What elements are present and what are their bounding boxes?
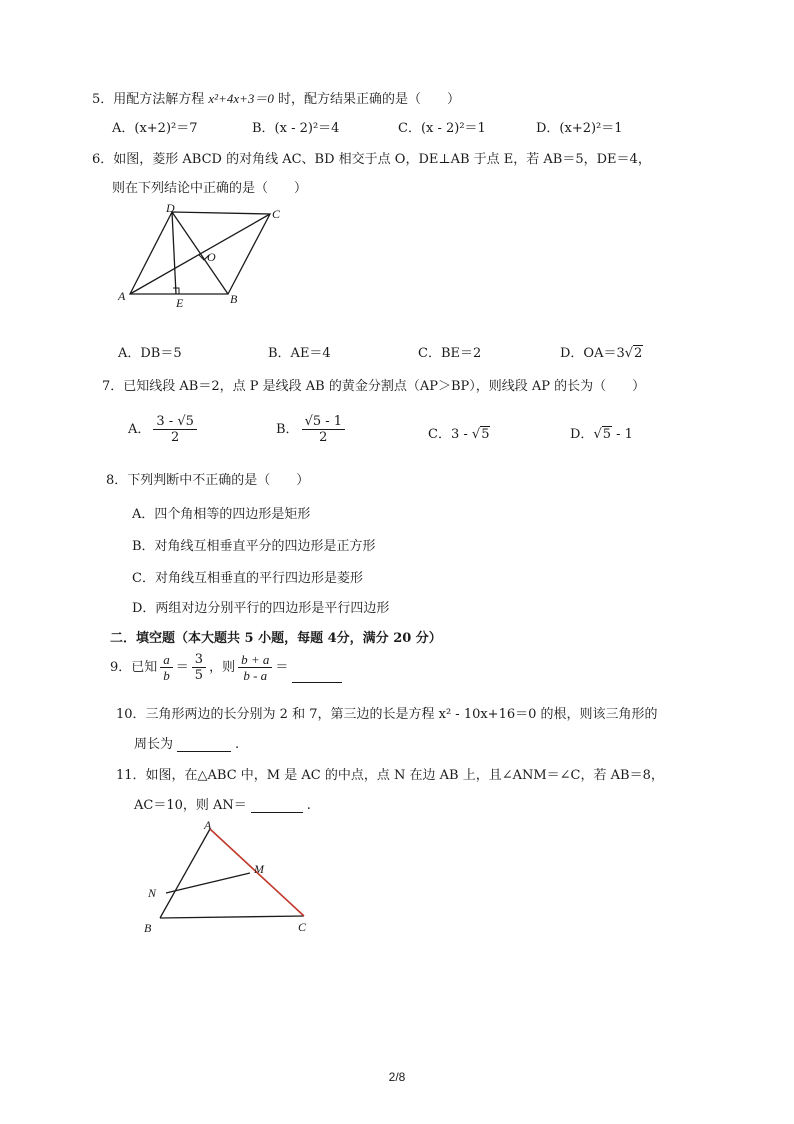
q9-stem: 9．已知 $\frac{a}{b}$ ＝ $\frac{3}{5}$ ，则 $\frac{b + a}{b - a}$ ＝ bbox=[110, 652, 342, 683]
q5-option-c: C．(x - 2)²＝1 bbox=[398, 121, 486, 136]
q5-stem: 5．用配方法解方程 x²+4x+3＝0 时，配方结果正确的是（ ） bbox=[92, 91, 461, 107]
q6-option-c: C．BE＝2 bbox=[418, 346, 482, 361]
q10-stem-line2: 周长为 . bbox=[134, 737, 240, 752]
q8-option-c: C．对角线互相垂直的平行四边形是菱形 bbox=[132, 571, 363, 586]
q7-option-d: D．√5 - 1 bbox=[570, 427, 633, 442]
q6-stem-line2: 则在下列结论中正确的是（ ） bbox=[112, 181, 308, 196]
q11-answer-blank bbox=[251, 800, 303, 813]
label-c: C bbox=[298, 920, 307, 934]
q8-option-d: D．两组对边分别平行的四边形是平行四边形 bbox=[132, 601, 390, 616]
triangle-figure bbox=[138, 815, 328, 940]
altitude-de bbox=[172, 212, 176, 294]
label-o: O bbox=[207, 250, 216, 264]
side-ab bbox=[160, 829, 210, 918]
label-c: C bbox=[272, 207, 281, 221]
q11-stem-line1: 11．如图，在△ABC 中，M 是 AC 的中点，点 N 在边 AB 上，且∠ANM＝∠C，若 AB＝8， bbox=[116, 768, 664, 783]
q7-option-a: A． $\frac{3 - √5}{2}$ bbox=[128, 414, 200, 445]
q6-stem-line1: 6．如图，菱形 ABCD 的对角线 AC、BD 相交于点 O，DE⊥AB 于点 E，若 AB＝5，DE＝4， bbox=[92, 152, 651, 167]
q5-option-b: B．(x - 2)²＝4 bbox=[252, 121, 340, 136]
label-d: D bbox=[166, 201, 175, 215]
segment-nm bbox=[166, 873, 250, 893]
q7-stem: 7．已知线段 AB＝2，点 P 是线段 AB 的黄金分割点（AP＞BP），则线段 AP 的长为（ ） bbox=[102, 379, 646, 394]
q8-option-b: B．对角线互相垂直平分的四边形是正方形 bbox=[132, 539, 376, 554]
q5-option-d: D．(x+2)²＝1 bbox=[536, 121, 623, 136]
label-a: A bbox=[118, 289, 126, 303]
q6-option-a: A．DB＝5 bbox=[118, 346, 182, 361]
q9-answer-blank bbox=[292, 670, 342, 683]
diagonal-bd bbox=[172, 212, 228, 294]
q11-stem-line2: AC＝10，则 AN＝ . bbox=[134, 798, 311, 813]
page-number: 2/8 bbox=[388, 1070, 406, 1084]
label-n: N bbox=[148, 886, 157, 900]
rhombus-figure bbox=[110, 200, 300, 315]
label-e: E bbox=[176, 296, 184, 310]
q5-option-a: A．(x+2)²＝7 bbox=[112, 121, 198, 136]
label-b: B bbox=[144, 921, 152, 935]
section-2-title: 二．填空题（本大题共 5 小题，每题 4分，满分 20 分） bbox=[110, 631, 442, 646]
q6-option-b: B．AE＝4 bbox=[268, 346, 331, 361]
label-b: B bbox=[230, 292, 238, 306]
q8-option-a: A．四个角相等的四边形是矩形 bbox=[132, 507, 311, 522]
q8-stem: 8．下列判断中不正确的是（ ） bbox=[106, 473, 310, 488]
label-a: A bbox=[204, 818, 212, 832]
q7-option-b: B． $\frac{√5 - 1}{2}$ bbox=[276, 414, 348, 445]
side-bc bbox=[160, 916, 304, 918]
q10-stem-line1: 10．三角形两边的长分别为 2 和 7，第三边的长是方程 x² - 10x+16＝0 的根，则该三角形的 bbox=[116, 707, 658, 722]
label-m: M bbox=[254, 862, 264, 876]
q10-answer-blank bbox=[177, 739, 231, 752]
q6-option-d: D．OA＝3√2 bbox=[560, 346, 643, 361]
q7-option-c: C．3 - √5 bbox=[428, 427, 490, 442]
